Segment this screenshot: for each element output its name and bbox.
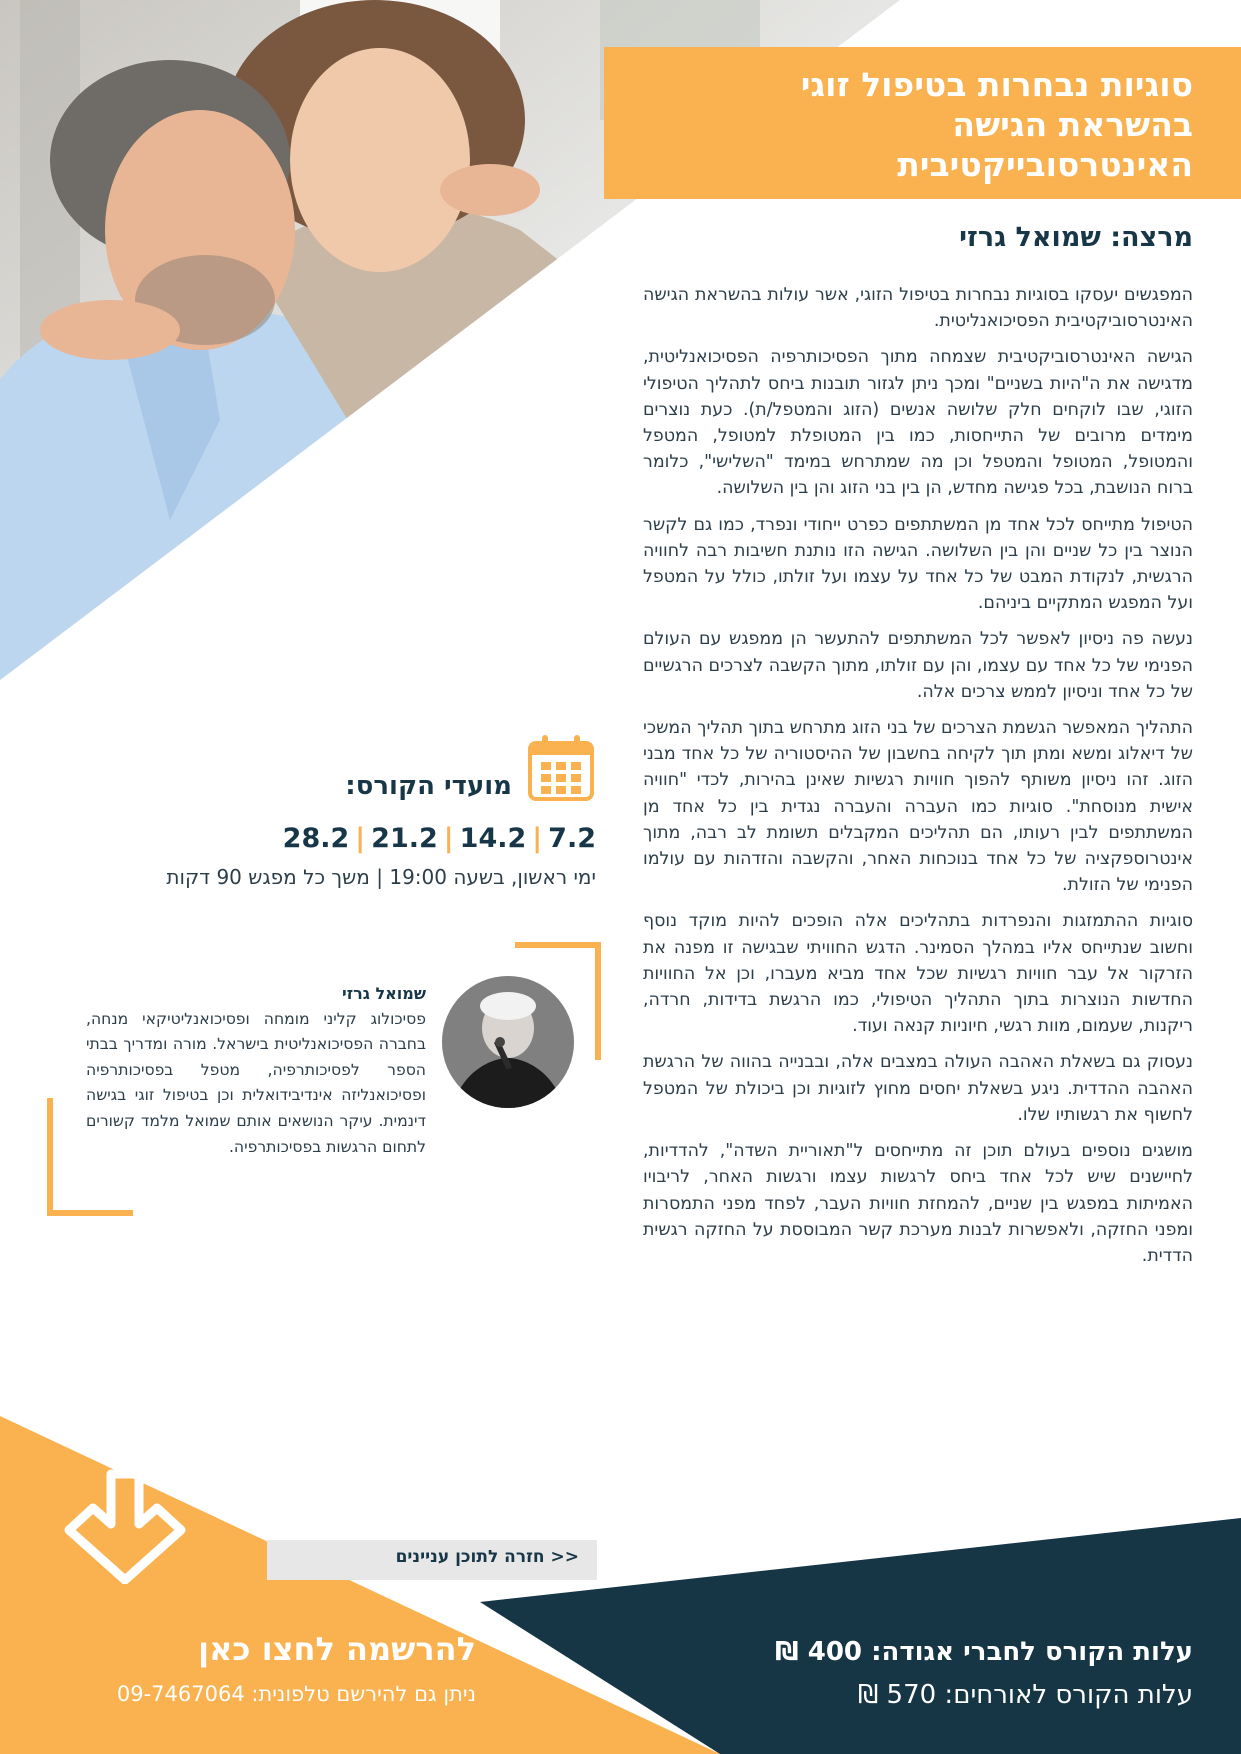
- description-paragraph: נעסוק גם בשאלת האהבה העולה במצבים אלה, ובבנייה בהווה של הרגשת האהבה ההדדית. ניגע בשאלת יחסים מחוץ לזוגיות וכן ביכולת של המטפל לחשוף את רגשותיו שלו.: [643, 1052, 1193, 1125]
- presenter-heading: מרצה: שמואל גרזי: [959, 222, 1193, 253]
- presenter-bio-text: פסיכולוג קליני מומחה ופסיכואנליטיקאי מנחה, בחברה הפסיכואנליטית בישראל. מורה ומדריך בבתי הספר לפסיכותרפיה, מטפל בפסיכותרפיה ופסיכואנליזה אינדיבידואלית וכן בטיפול זוגי בגישה דינמית. עיקר הנושאים אותם שמואל מלמד קשורים לתחום הרגשות בפסיכותרפיה.: [86, 1009, 426, 1156]
- course-title-banner: [604, 47, 1241, 199]
- course-title-line: האינטרסובייקטיבית: [897, 145, 1193, 184]
- description-paragraph: מושגים נוספים בעולם תוכן זה מתייחסים ל"תאוריית השדה", להדדיות, לחיישנים שיש לכל אחד ביחס לרגשות עצמו ורגשות האחר, לריבויו האמיתות במפגש בין שניים, להמחזת חוויות העבר, לפחד מפני התמסרות ומפני החזקה, ולאפשרות לבנות מערכת קשר המבוססת על החזקה רגשית הדדית.: [643, 1141, 1193, 1266]
- presenter-bio: [86, 981, 426, 1160]
- date-separator: |: [532, 823, 543, 854]
- course-date: 14.2: [459, 823, 527, 854]
- dates-heading: מועדי הקורס:: [345, 771, 512, 801]
- description-paragraph: סוגיות ההתמזגות והנפרדות בתהליכים אלה הופכים להיות מוקד נוסף וחשוב שנתייחס אליו במהלך הסמינר. הדגש החוויתי שבגישה זו מפנה את הזרקור אל עבר חוויות רגשיות שכל אחד מביא מעברו, וכן אל החוויות החדשות הנוצרות בתוך התהליך הטיפולי, כמו הרגשת בדידות, חרדה, ריקנות, שעמום, מוות רגשי, חיוניות קנאה ועוד.: [643, 911, 1193, 1037]
- register-link[interactable]: להרשמה לחצו כאן: [198, 1630, 476, 1668]
- description-paragraph: התהליך המאפשר הגשמת הצרכים של בני הזוג מתרחש בתוך תהליך המשכי של דיאלוג ומשא ומתן תוך לקיחה בחשבון של ההיסטוריה של כל אחד מבני הזוג. זהו ניסיון משותף להפוך חוויות רגשיות שאינן בהירות, לכדי "חוויה אישית מנוסחת". סוגיות כמו העברה והעברה נגדית בין כל אחד מן המשתתפים לבין רעותו, הם תהליכים המקבלים תשומת לב רבה, מתוך אינטרוספקציה של כל אחד בנוכחות האחר, והקשבה והזדהות עם עולמו הפנימי של הזולת.: [643, 718, 1193, 896]
- price-members: עלות הקורס לחברי אגודה: 400 ₪: [775, 1637, 1193, 1667]
- register-phone: ניתן גם להירשם טלפונית: 09-7467064: [116, 1682, 476, 1706]
- presenter-name: שמואל גרזי: [342, 984, 426, 1003]
- description-paragraph: נעשה פה ניסיון לאפשר לכל המשתתפים להתעשר הן ממפגש עם העולם הפנימי של כל אחד עם עצמו, והן עם זולתו, מתוך הקשבה לצרכים הרגשיים של כל אחד וניסיון לממש צרכים אלה.: [643, 629, 1193, 702]
- course-title-line: סוגיות נבחרות בטיפול זוגי: [800, 65, 1193, 104]
- date-separator: |: [355, 823, 366, 854]
- course-dates: [282, 823, 596, 854]
- course-date: 21.2: [371, 823, 438, 854]
- back-to-contents-link[interactable]: << חזרה לתוכן עניינים: [267, 1540, 597, 1580]
- calendar-icon: [526, 733, 596, 803]
- price-guests: עלות הקורס לאורחים: 570 ₪: [857, 1680, 1193, 1710]
- course-title-line: בהשראת הגישה: [952, 105, 1193, 144]
- down-arrow-icon[interactable]: [57, 1468, 193, 1584]
- description-paragraph: הגישה האינטרסוביקטיבית שצמחה מתוך הפסיכותרפיה הפסיכואנליטית, מדגישה את ה"היות בשניים" ומכך ניתן לגזור תובנות ביחס לתהליך הטיפולי הזוגי, שבו לוקחים חלק שלושה אנשים (הזוג והמטפל/ת). כעת נוצרים מימדים מרובים של התייחסות, כמו בין המטופלת למטופל, המטפל והמטופל, המטופל והמטפל וכן מה שמתרחש במימד "השלישי", כלומר ברוח הנושבת, בכל פגישה מחדש, הן בין בני הזוג והן בין השלושה.: [643, 347, 1193, 499]
- date-separator: |: [443, 823, 454, 854]
- presenter-avatar: [442, 976, 574, 1108]
- course-description: [643, 282, 1193, 1279]
- schedule-info: ימי ראשון, בשעה 19:00 | משך כל מפגש 90 דקות: [166, 865, 596, 889]
- description-paragraph: המפגשים יעסקו בסוגיות נבחרות בטיפול הזוגי, אשר עולות בהשראת הגישה האינטרסוביקטיבית הפסיכואנליטית.: [643, 285, 1193, 332]
- course-date: 28.2: [282, 823, 350, 854]
- course-date: 7.2: [548, 823, 596, 854]
- description-paragraph: הטיפול מתייחס לכל אחד מן המשתתפים כפרט ייחודי ונפרד, כמו גם לקשר הנוצר בין כל שניים והן בין השלושה. הגישה הזו נותנת חשיבות רבה לחוויה הרגשית, לנקודת המבט של כל אחד על עצמו ועל זולתו, כולל על המטפל ועל המפגש המתקיים ביניהם.: [643, 514, 1193, 614]
